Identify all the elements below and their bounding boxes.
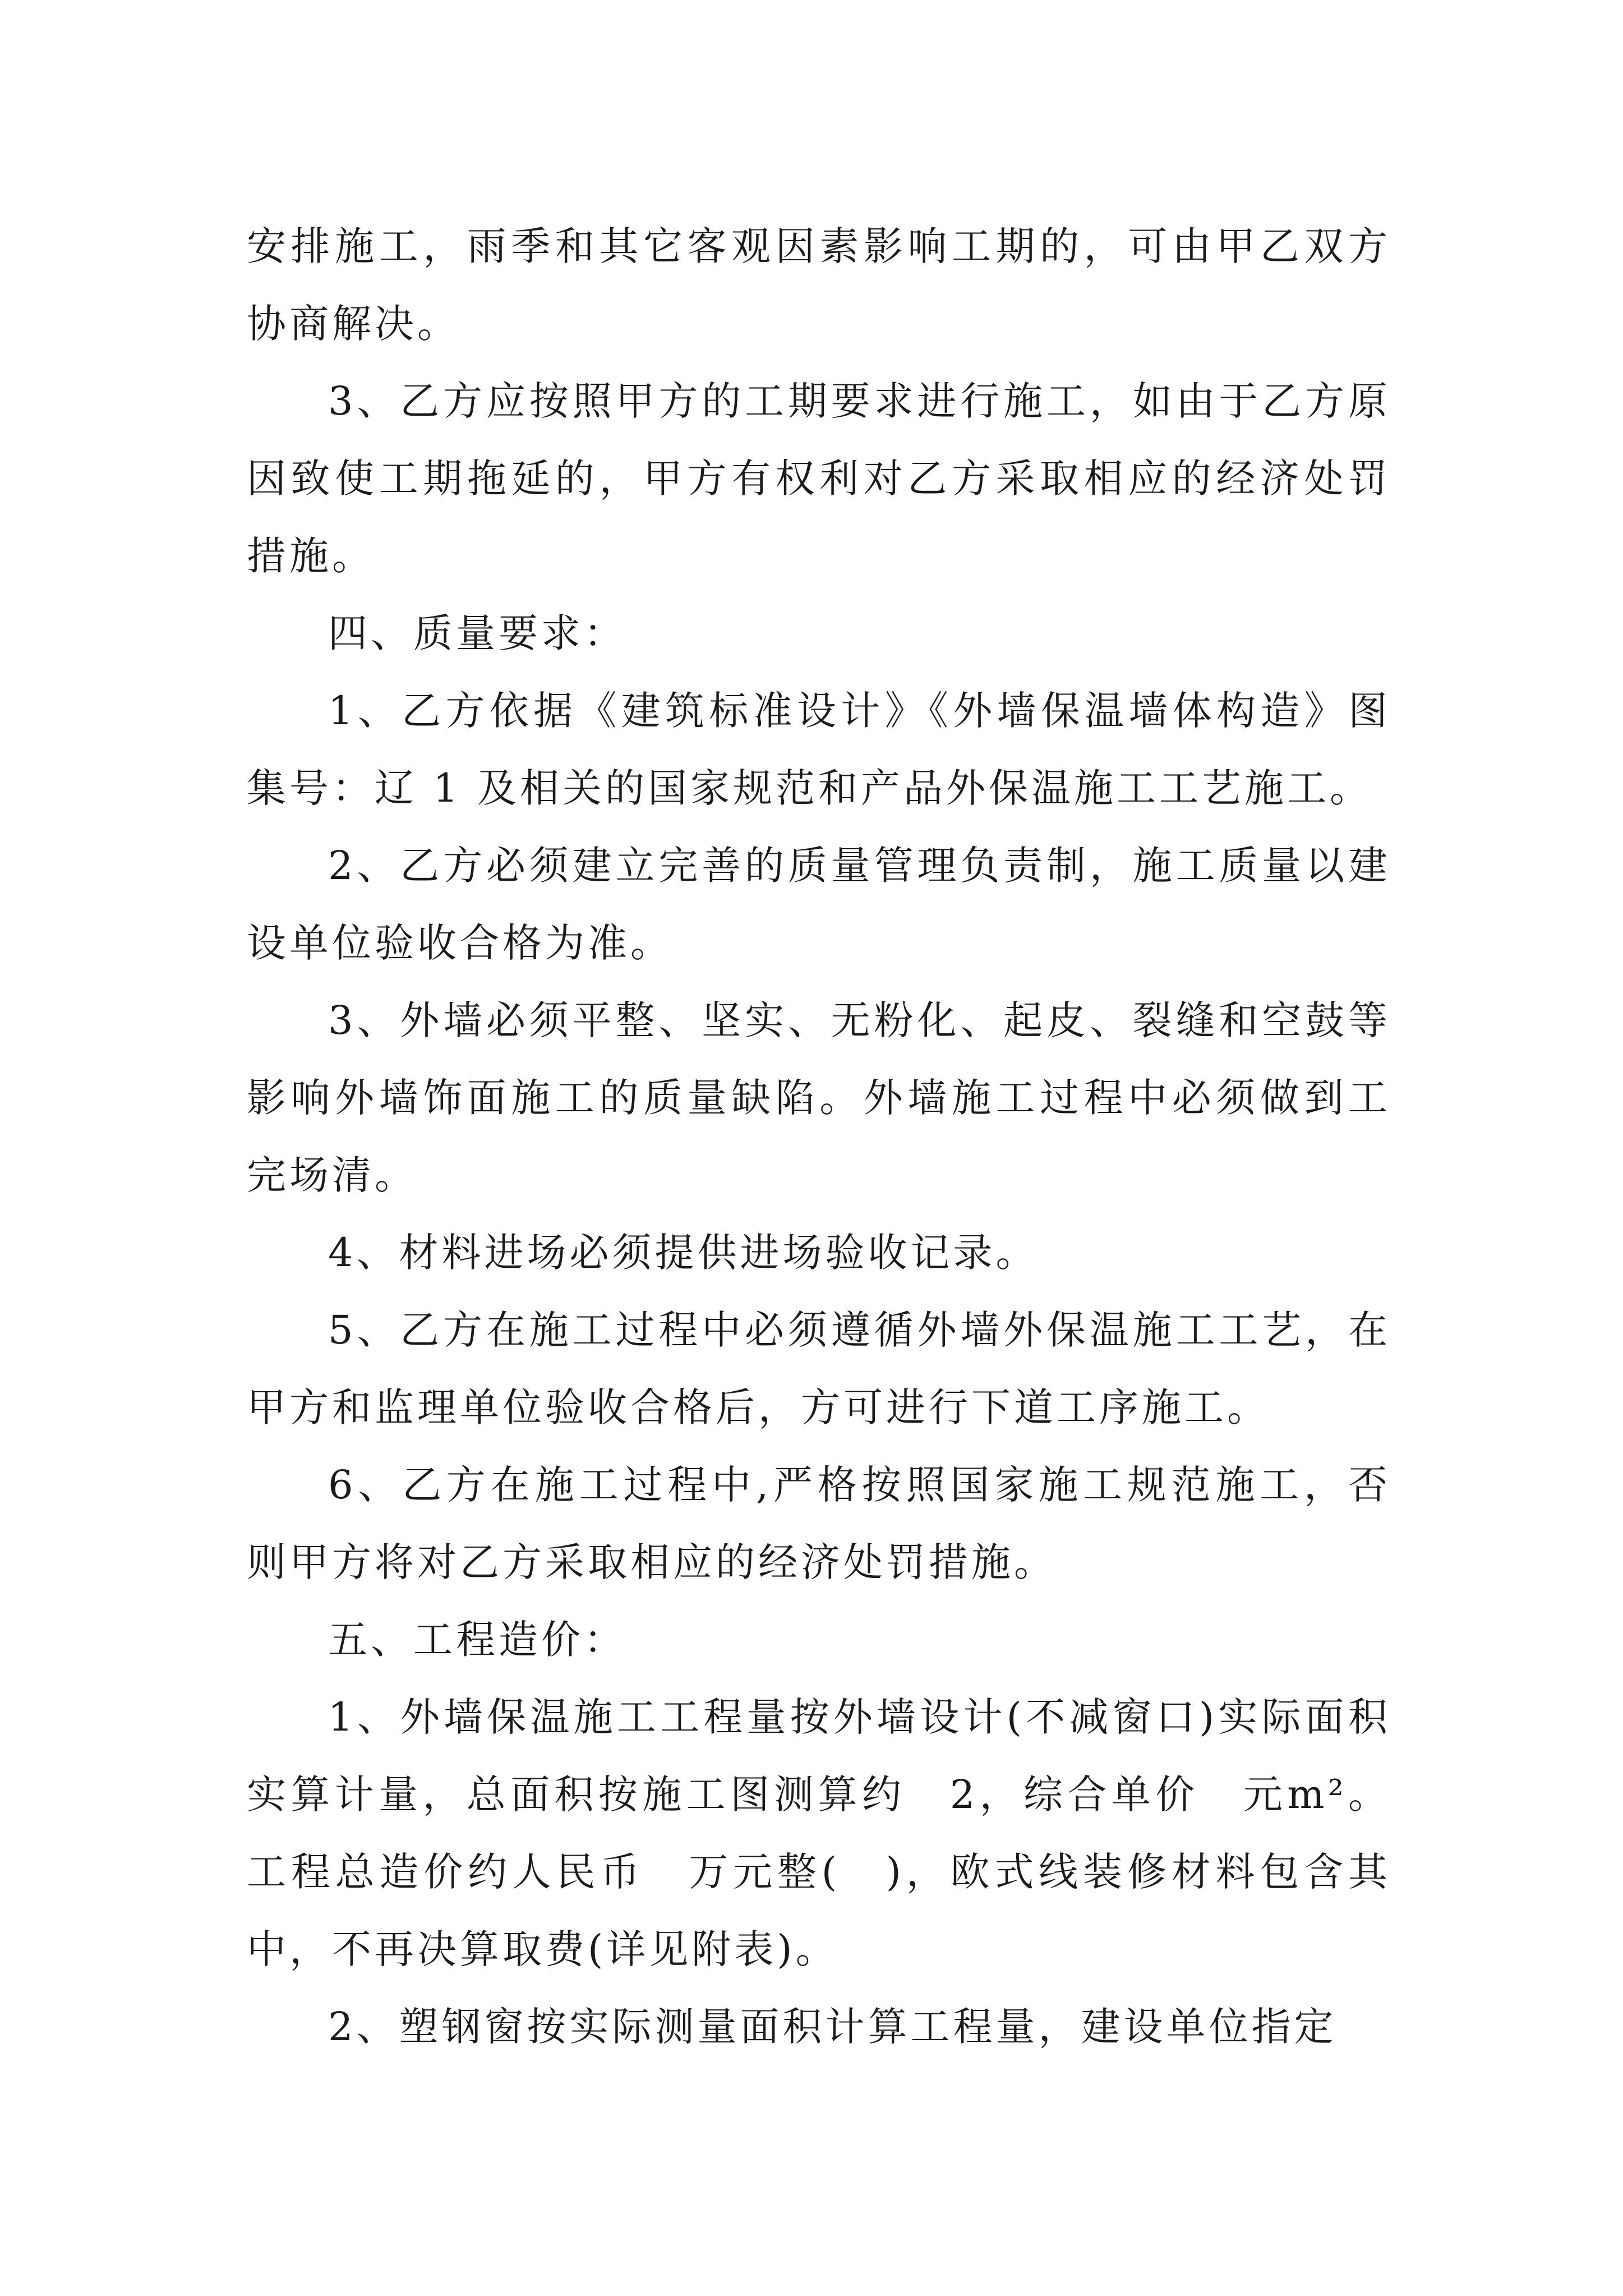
paragraph: 1、乙方依据《建筑标准设计》《外墙保温墙体构造》图集号：辽 1 及相关的国家规范和产品外保温施工工艺施工。 [247, 688, 1391, 811]
paragraph: 6、乙方在施工过程中,严格按照国家施工规范施工，否则甲方将对乙方采取相应的经济处罚措施。 [247, 1462, 1391, 1585]
paragraph: 1、外墙保温施工工程量按外墙设计(不减窗口)实际面积实算计量，总面积按施工图测算约 2，综合单价 元m²。工程总造价约人民币 万元整( )，欧式线装修材料包含其中，不再决算取费(详见附表)。 [247, 1694, 1391, 1972]
paragraph: 3、乙方应按照甲方的工期要求进行施工，如由于乙方原因致使工期拖延的，甲方有权利对乙方采取相应的经济处罚措施。 [247, 378, 1391, 579]
document-body [247, 208, 1391, 2065]
paragraph: 5、乙方在施工过程中必须遵循外墙外保温施工工艺，在甲方和监理单位验收合格后，方可进行下道工序施工。 [247, 1307, 1391, 1430]
section-heading: 四、质量要求： [328, 610, 626, 656]
paragraph: 4、材料进场必须提供进场验收记录。 [328, 1230, 1039, 1276]
section-heading: 五、工程造价： [328, 1617, 626, 1663]
paragraph: 2、乙方必须建立完善的质量管理负责制，施工质量以建设单位验收合格为准。 [247, 843, 1391, 966]
paragraph: 2、塑钢窗按实际测量面积计算工程量，建设单位指定 [328, 2004, 1337, 2050]
paragraph: 安排施工，雨季和其它客观因素影响工期的，可由甲乙双方协商解决。 [247, 223, 1391, 347]
paragraph: 3、外墙必须平整、坚实、无粉化、起皮、裂缝和空鼓等影响外墙饰面施工的质量缺陷。外墙施工过程中必须做到工完场清。 [247, 997, 1391, 1198]
